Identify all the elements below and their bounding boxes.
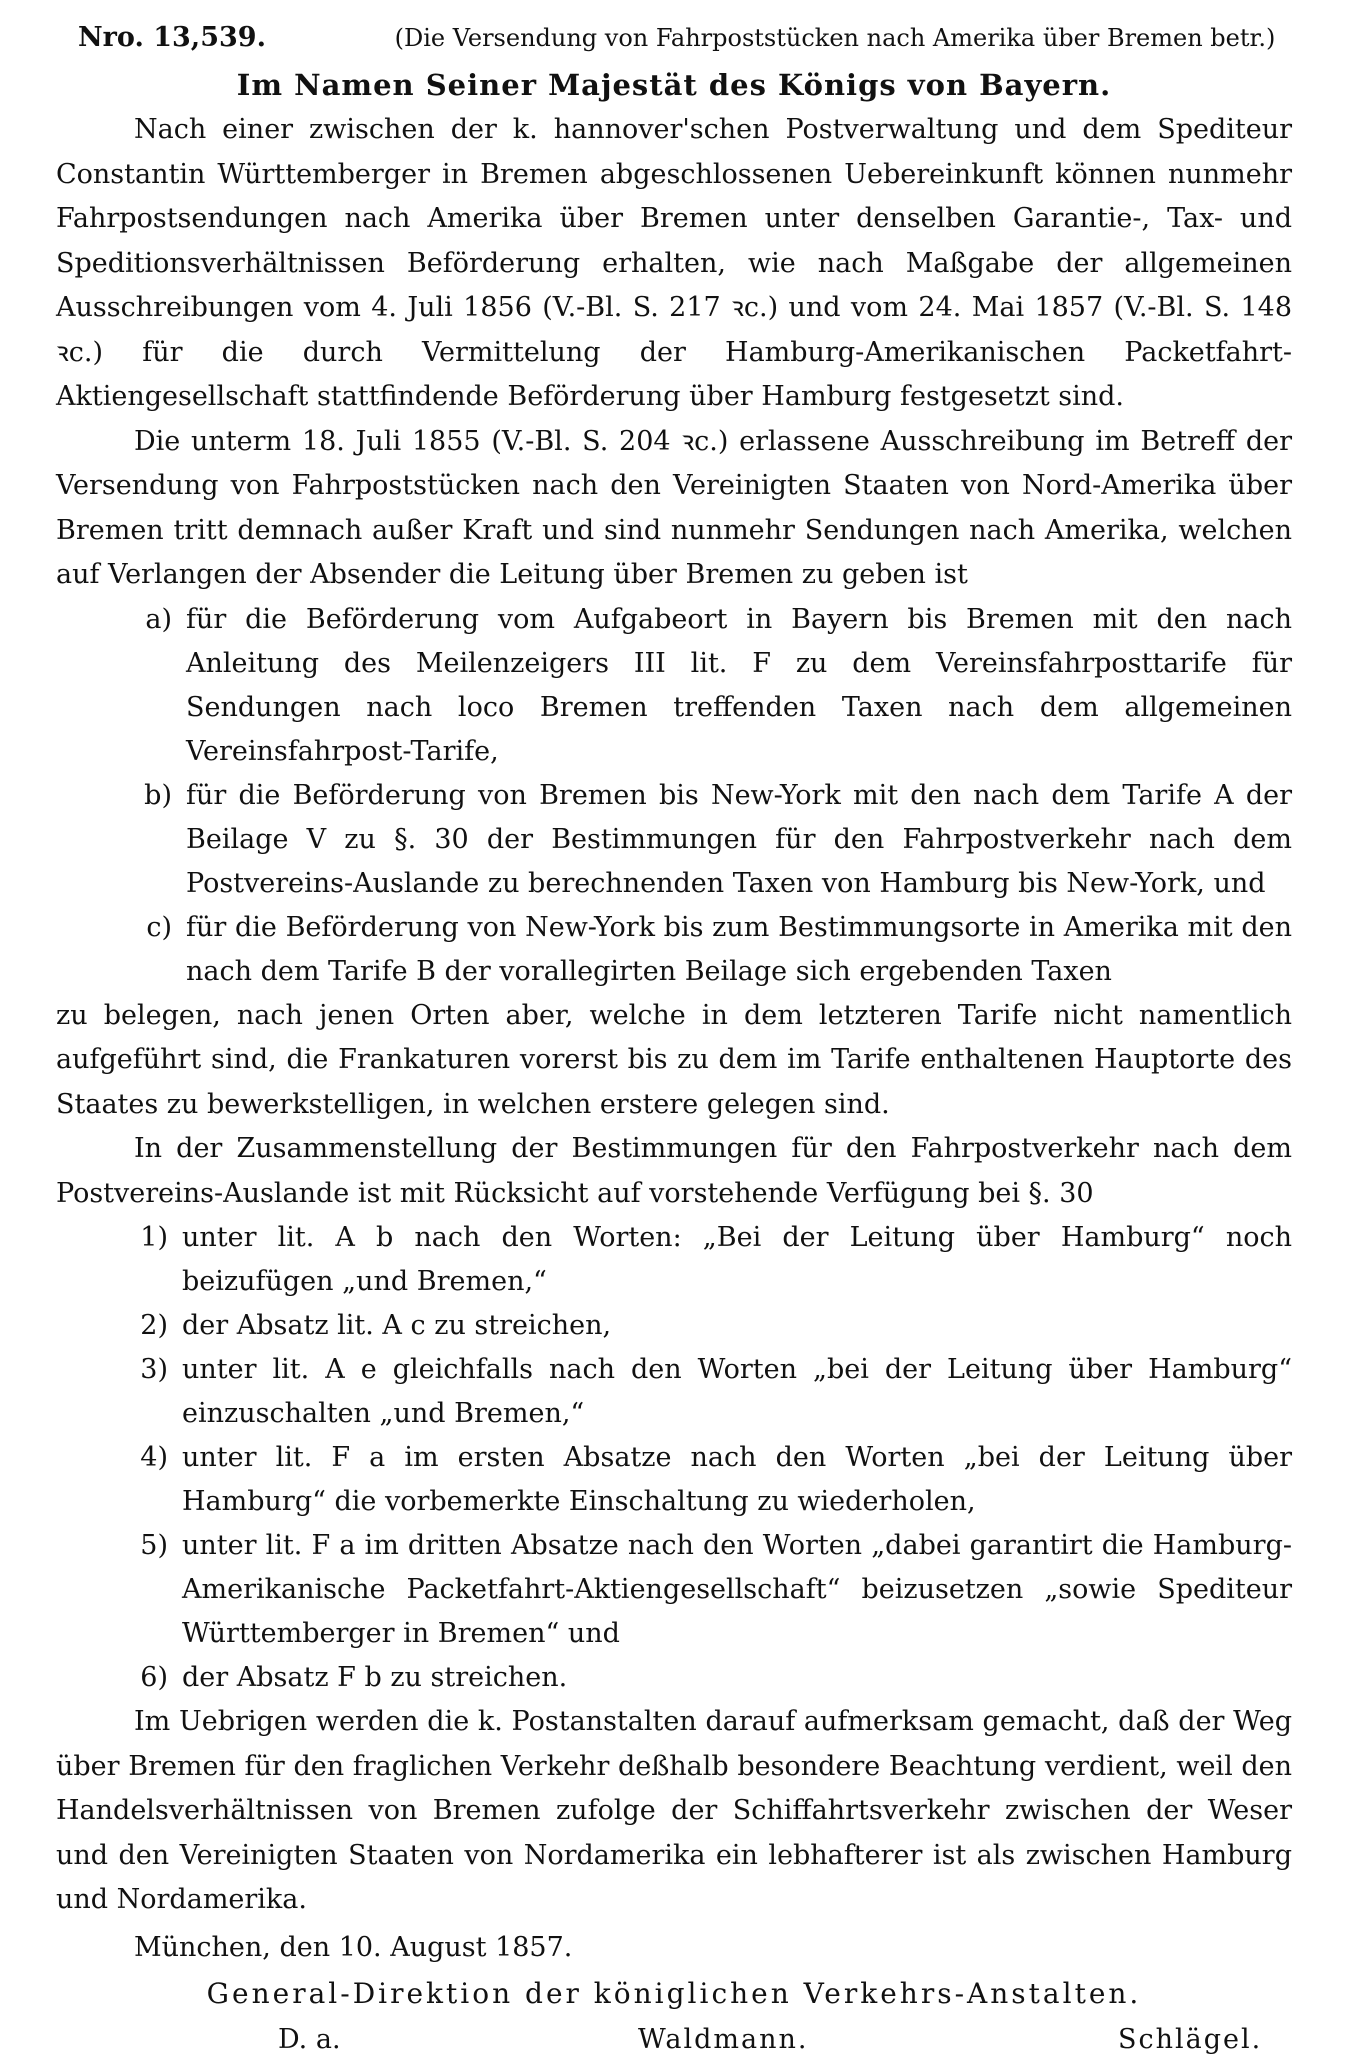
decree-title: Im Namen Seiner Majestät des Königs von Bayern. (236, 68, 1112, 102)
list-item-text: unter lit. F a im ersten Absatze nach den Worten „bei der Leitung über Hamburg“ die vorbemerkte Einschaltung zu wiederholen, (182, 1442, 1292, 1517)
list-item-text: unter lit. A e gleichfalls nach den Worten „bei der Leitung über Hamburg“ einzuschalten „und Bremen,“ (182, 1354, 1292, 1429)
list-item-4 (56, 1436, 1292, 1524)
list-item-3 (56, 1348, 1292, 1436)
list-item-text: der Absatz lit. A c zu streichen, (182, 1310, 612, 1341)
list-item-text: für die Beförderung von Bremen bis New-York mit den nach dem Tarife A der Beilage V zu §. 30 der Bestimmungen für den Fahrpostverkehr nach dem Postvereins-Auslande zu berechnenden Taxen von Hamburg bis New-York, und (186, 779, 1292, 899)
signature-da: D. a. (278, 2023, 341, 2055)
list-marker: 5) (140, 1530, 168, 1561)
paragraph-3: In der Zusammenstellung der Bestimmungen für den Fahrpostverkehr nach dem Postvereins-Auslande ist mit Rücksicht auf vorstehende Verfügung bei §. 30 (56, 1133, 1292, 1209)
list-item-c (56, 906, 1292, 994)
decree-number: Nro. 13,539. (78, 22, 266, 53)
date-line: München, den 10. August 1857. (134, 1931, 573, 1963)
list-item-6 (56, 1656, 1292, 1700)
paragraph-continuation: zu belegen, nach jenen Orten aber, welche in dem letzteren Tarife nicht namentlich aufgeführt sind, die Frankaturen vorerst bis zu dem im Tarife enthaltenen Hauptorte des Staates zu bewerkstelligen, in welchen erstere gelegen sind. (56, 999, 1292, 1120)
list-item-b (56, 774, 1292, 906)
list-item-text: der Absatz F b zu streichen. (182, 1662, 568, 1693)
list-item-5 (56, 1524, 1292, 1656)
header (56, 22, 1292, 62)
paragraph-2: Die unterm 18. Juli 1855 (V.-Bl. S. 204 ꝛc.) erlassene Ausschreibung im Betreff der Versendung von Fahrpoststücken nach den Vereinigten Staaten von Nord-Amerika über Bremen tritt demnach außer Kraft und sind nunmehr Sendungen nach Amerika, welchen auf Verlangen der Absender die Leitung über Bremen zu geben ist (56, 425, 1292, 590)
list-marker: 3) (140, 1354, 168, 1385)
list-marker: 2) (140, 1310, 168, 1341)
signature-waldmann: Waldmann. (638, 2023, 809, 2055)
signatures (56, 2017, 1292, 2063)
list-marker: 4) (140, 1442, 168, 1473)
list-marker: 1) (140, 1222, 168, 1253)
list-marker: b) (144, 779, 172, 811)
signature-schlaegel: Schlägel. (1118, 2023, 1263, 2055)
list-marker: 6) (140, 1662, 168, 1693)
list-marker: a) (145, 603, 172, 635)
paragraph-1: Nach einer zwischen der k. hannover'schen Postverwaltung und dem Spediteur Constantin Württemberger in Bremen abgeschlossenen Uebereinkunft können nunmehr Fahrpostsendungen nach Amerika über Bremen unter denselben Garantie-, Tax- und Speditionsverhältnissen Beförderung erhalten, wie nach Maßgabe der allgemeinen Ausschreibungen vom 4. Juli 1856 (V.-Bl. S. 217 ꝛc.) und vom 24. Mai 1857 (V.-Bl. S. 148 ꝛc.) für die durch Vermittelung der Hamburg-Amerikanischen Packetfahrt-Aktiengesellschaft stattfindende Beförderung über Hamburg festgesetzt sind. (56, 114, 1292, 412)
paragraph-4: Im Uebrigen werden die k. Postanstalten darauf aufmerksam gemacht, daß der Weg über Bremen für den fraglichen Verkehr deßhalb besondere Beachtung verdient, weil den Handelsverhältnissen von Bremen zufolge der Schiffahrtsverkehr zwischen der Weser und den Vereinigten Staaten von Nordamerika ein lebhafterer ist als zwischen Hamburg und Nordamerika. (56, 1706, 1292, 1915)
list-item-text: für die Beförderung von New-York bis zum Bestimmungsorte in Amerika mit den nach dem Tarife B der vorallegirten Beilage sich ergebenden Taxen (186, 911, 1292, 987)
list-item-text: für die Beförderung vom Aufgabeort in Bayern bis Bremen mit den nach Anleitung des Meilenzeigers III lit. F zu dem Vereinsfahrposttarife für Sendungen nach loco Bremen treffenden Taxen nach dem allgemeinen Vereinsfahrpost-Tarife, (186, 603, 1292, 767)
list-item-2 (56, 1304, 1292, 1348)
issuing-authority: General-Direktion der königlichen Verkehrs-Anstalten. (206, 1976, 1142, 2010)
list-item-1 (56, 1216, 1292, 1304)
list-item-a (56, 598, 1292, 774)
list-item-text: unter lit. A b nach den Worten: „Bei der Leitung über Hamburg“ noch beizufügen „und Bremen,“ (182, 1222, 1292, 1297)
decree-subject: (Die Versendung von Fahrpoststücken nach Amerika über Bremen betr.) (394, 24, 1276, 52)
list-item-text: unter lit. F a im dritten Absatze nach den Worten „dabei garantirt die Hamburg-Amerikanische Packetfahrt-Aktiengesellschaft“ beizusetzen „sowie Spediteur Württemberger in Bremen“ und (182, 1530, 1292, 1649)
list-marker: c) (146, 911, 172, 943)
